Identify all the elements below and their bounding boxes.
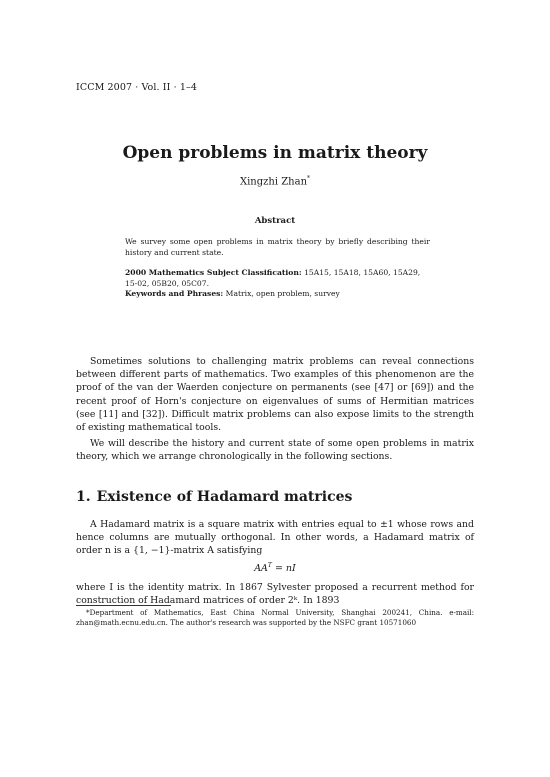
- equation-superscript: T: [267, 562, 272, 569]
- footnote-text: *Department of Mathematics, East China Normal University, Shanghai 200241, China. e-mail: zhan@math.ecnu.edu.cn. The author's research was supported by the NSFC grant 10571060: [76, 608, 474, 628]
- section-heading: [76, 489, 352, 505]
- author-name: Xingzhi Zhan: [239, 176, 308, 188]
- msc-value: 15A15, 15A18, 15A60, 15A29, 15-02, 05B20, 05C07.: [125, 268, 421, 288]
- display-equation: [0, 562, 550, 574]
- msc-label: 2000 Mathematics Subject Classification:: [125, 268, 302, 277]
- abstract-heading: Abstract: [254, 216, 296, 226]
- paper-metadata: [125, 268, 430, 300]
- running-head: ICCM 2007 · Vol. II · 1–4: [76, 82, 197, 93]
- keywords-value: Matrix, open problem, survey: [223, 289, 340, 298]
- footnote: [76, 608, 474, 628]
- msc-line: [125, 268, 430, 289]
- equation-lhs: AA: [254, 563, 268, 575]
- footnote-rule: [76, 605, 171, 606]
- keywords-line: [125, 289, 430, 300]
- equation-rhs: = nI: [271, 563, 296, 575]
- intro-paragraph-2: We will describe the history and current state of some open problems in matrix theory, which we arrange chronologically in the following sections.: [76, 438, 474, 463]
- section-paragraph-1: A Hadamard matrix is a square matrix with entries equal to ±1 whose rows and hence columns are mutually orthogonal. In other words, a Hadamard matrix of order n is a {1, −1}-matrix A satisfying: [76, 519, 474, 557]
- abstract-text: We survey some open problems in matrix theory by briefly describing their history and current state.: [125, 237, 430, 257]
- intro-paragraph-1: Sometimes solutions to challenging matrix problems can reveal connections between different parts of mathematics. Two examples of this phenomenon are the proof of the van der Waerden conjecture on permanents (see [47] or [69]) and the recent proof of Horn's conjecture on eigenvalues of sums of Hermitian matrices (see [11] and [32]). Difficult matrix problems can also expose limits to the strength of existing mathematical tools.: [76, 356, 474, 434]
- paper-title: Open problems in matrix theory: [122, 143, 428, 163]
- keywords-label: Keywords and Phrases:: [125, 289, 224, 298]
- section-title: Existence of Hadamard matrices: [96, 489, 353, 505]
- author-line: [0, 175, 550, 187]
- section-number: 1.: [76, 489, 91, 505]
- section-paragraph-2: where I is the identity matrix. In 1867 Sylvester proposed a recurrent method for construction of Hadamard matrices of order 2ᵏ. In 1893: [76, 582, 474, 607]
- author-footnote-mark: *: [307, 175, 311, 182]
